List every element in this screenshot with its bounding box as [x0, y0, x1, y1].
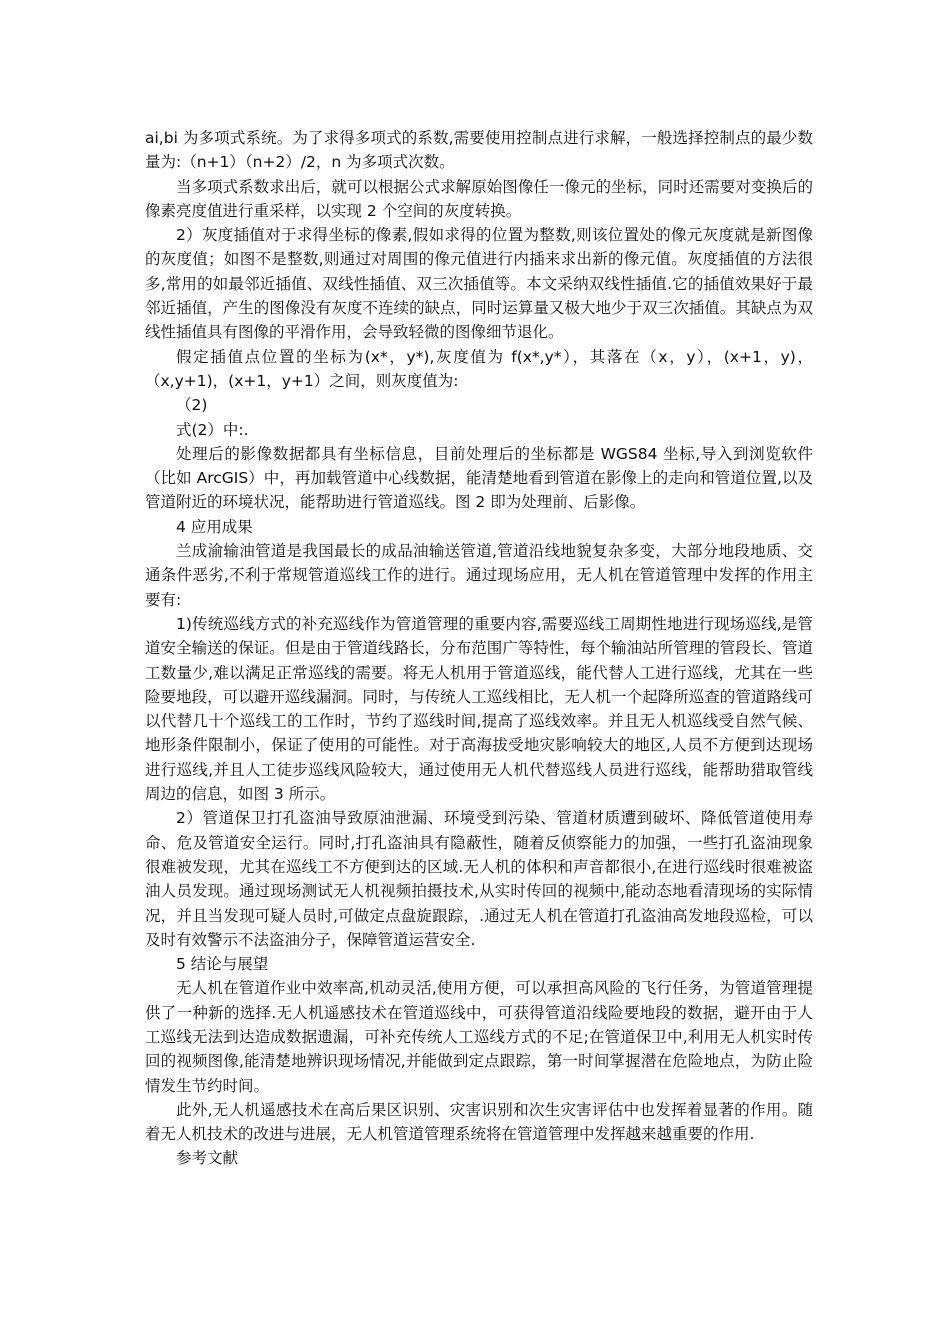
paragraph-resampling: 当多项式系数求出后，就可以根据公式求解原始图像任一像元的坐标，同时还需要对变换后的像素亮度值进行重采样，以实现 2 个空间的灰度转换。: [145, 177, 813, 220]
document-body: [145, 126, 813, 1171]
paragraph-gray-interpolation: 2）灰度插值对于求得坐标的像素,假如求得的位置为整数,则该位置处的像元灰度就是新图像的灰度值；如图不是整数,则通过对周围的像元值进行内插来求出新的像元值。灰度插值的方法很多,常用的如最邻近插值、双线性插值、双三次插值等。本文采纳双线性插值.它的插值效果好于最邻近插值，产生的图像没有灰度不连续的缺点，同时运算量又极大地少于双三次插值。其缺点为双线性插值具有图像的平滑作用，会导致轻微的图像细节退化。: [145, 226, 813, 342]
paragraph-pipeline-security: 2）管道保卫打孔盗油导致原油泄漏、环境受到污染、管道材质遭到破坏、降低管道使用寿命、危及管道安全运行。同时,打孔盗油具有隐蔽性，随着反侦察能力的加强，一些打孔盗油现象很难被发现，尤其在巡线工不方便到达的区域.无人机的体积和声音都很小,在进行巡线时很难被盗油人员发现。通过现场测试无人机视频拍摄技术,从实时传回的视频中,能动态地看清现场的实际情况，并且当发现可疑人员时,可做定点盘旋跟踪，.通过无人机在管道打孔盗油高发地段巡检，可以及时有效警示不法盗油分子，保障管道运营安全.: [145, 809, 813, 949]
section-heading-application: 4 应用成果: [176, 517, 253, 536]
section-heading-references: 参考文献: [176, 1149, 239, 1168]
paragraph-coefficients: ai,bi 为多项式系统。为了求得多项式的系数,需要使用控制点进行求解，一般选择控制点的最少数量为:（n+1）（n+2）/2，n 为多项式次数。: [145, 129, 813, 172]
paragraph-outlook: 此外,无人机遥感技术在高后果区识别、灾害识别和次生灾害评估中也发挥着显著的作用。随着无人机技术的改进与进展，无人机管道管理系统将在管道管理中发挥越来越重要的作用.: [145, 1100, 813, 1144]
section-heading-conclusion: 5 结论与展望: [176, 955, 269, 974]
equation-label: （2): [176, 396, 208, 415]
paragraph-pipeline-intro: 兰成渝输油管道是我国最长的成品油输送管道,管道沿线地貌复杂多变，大部分地段地质、交通条件恶劣,不利于常规管道巡线工作的进行。通过现场应用，无人机在管道管理中发挥的作用主要有:: [145, 542, 813, 609]
paragraph-interpolation-point: 假定插值点位置的坐标为(x*，y*),灰度值为 f(x*,y*），其落在（x，y），(x+1，y)，（x,y+1)，(x+1，y+1）之间，则灰度值为:: [145, 347, 813, 390]
equation-where: 式(2）中:.: [176, 420, 249, 439]
paragraph-patrol-supplement: 1)传统巡线方式的补充巡线作为管道管理的重要内容,需要巡线工周期性地进行现场巡线,是管道安全输送的保证。但是由于管道线路长，分布范围广等特性，每个输油站所管理的管段长、管道工数量少,难以满足正常巡线的需要。将无人机用于管道巡线，能代替人工进行巡线，尤其在一些险要地段，可以避开巡线漏洞。同时，与传统人工巡线相比，无人机一个起降所巡查的管道路线可以代替几十个巡线工的工作时，节约了巡线时间,提高了巡线效率。并且无人机巡线受自然气候、地形条件限制小，保证了使用的可能性。对于高海拔受地灾影响较大的地区,人员不方便到达现场进行巡线,并且人工徒步巡线风险较大，通过使用无人机代替巡线人员进行巡线，能帮助猎取管线周边的信息，如图 3 所示。: [145, 614, 813, 804]
paragraph-coordinate-info: 处理后的影像数据都具有坐标信息，目前处理后的坐标都是 WGS84 坐标,导入到浏览软件（比如 ArcGIS）中，再加载管道中心线数据，能清楚地看到管道在影像上的走向和管道位置,以及管道附近的环境状况，能帮助进行管道巡线。图 2 即为处理前、后影像。: [145, 444, 813, 512]
paragraph-conclusion: 无人机在管道作业中效率高,机动灵活,使用方便，可以承担高风险的飞行任务，为管道管理提供了一种新的选择.无人机遥感技术在管道巡线中，可获得管道沿线险要地段的数据，避开由于人工巡线无法到达造成数据遗漏，可补充传统人工巡线方式的不足;在管道保卫中,利用无人机实时传回的视频图像,能清楚地辨识现场情况,并能做到定点跟踪，第一时间掌握潜在危险地点，为防止险情发生节约时间。: [145, 979, 813, 1095]
